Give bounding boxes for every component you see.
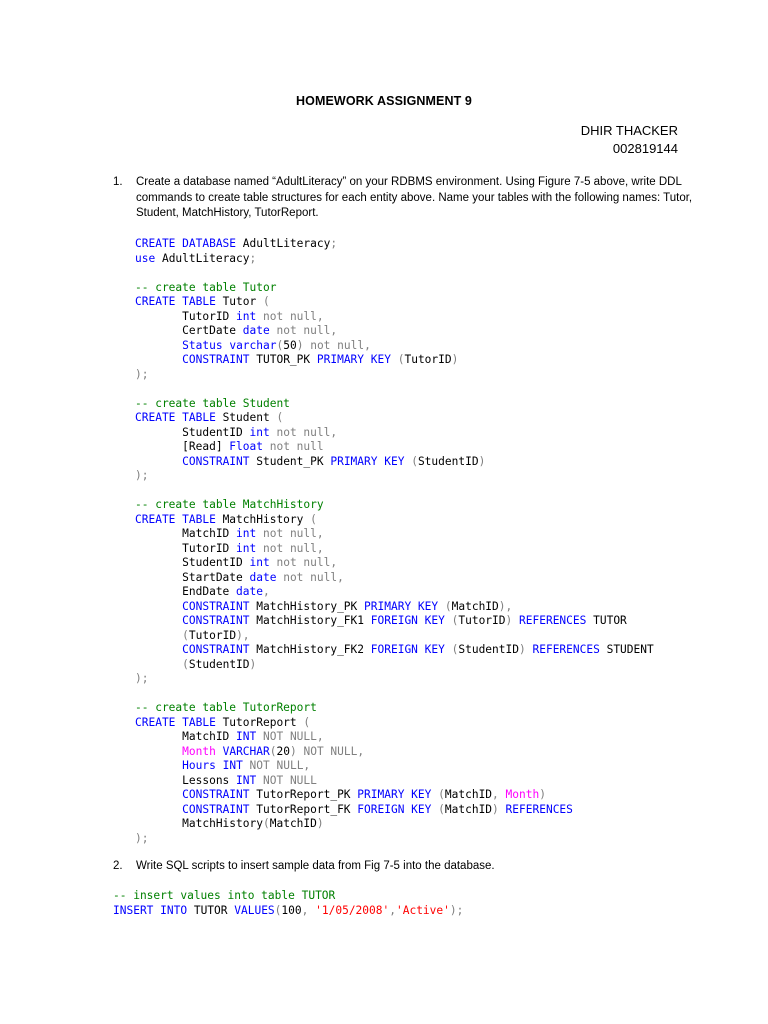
code-token (445, 643, 452, 656)
code-token: , (389, 903, 396, 917)
code-token: ) (316, 817, 324, 830)
code-token: MatchID (444, 788, 493, 801)
code-token: PRIMARY KEY (364, 599, 439, 613)
code-token: Month (505, 788, 540, 801)
code-token: int (236, 527, 257, 540)
code-token: -- insert values into table TUTOR (113, 889, 336, 902)
code-token: '1/05/2008' (315, 903, 390, 917)
code-token: TutorReport (215, 715, 304, 729)
code-token (135, 353, 182, 366)
code-token: REFERENCES (519, 614, 587, 627)
code-token: NOT NULL (256, 773, 317, 787)
code-token: CONSTRAINT (182, 599, 250, 613)
code-token: TutorID (135, 541, 237, 555)
author-id: 002819144 (612, 141, 678, 156)
code-token: CertDate (135, 324, 243, 337)
code-token: StudentID (135, 556, 250, 569)
code-token: CREATE TABLE (135, 295, 216, 308)
code-token: TutorID (188, 628, 237, 642)
code-token: MatchHistory (135, 817, 263, 830)
author-name: DHIR THACKER (580, 123, 678, 138)
code-token: ( (397, 353, 405, 366)
code-line (135, 455, 654, 470)
code-token: ), (236, 628, 250, 642)
code-token: CONSTRAINT (182, 614, 250, 627)
code-token: CREATE TABLE (135, 512, 216, 526)
code-token: ); (135, 831, 149, 845)
code-token: ) (518, 643, 526, 656)
code-line (135, 542, 654, 557)
code-token: Student (215, 411, 277, 424)
code-token: NOT NULL, (242, 759, 311, 772)
code-line (113, 904, 463, 919)
code-token: StudentID (417, 454, 479, 468)
code-token: Lessons (135, 773, 237, 787)
code-line (135, 237, 654, 252)
code-token: FOREIGN KEY (370, 643, 445, 656)
code-token: CONSTRAINT (182, 788, 250, 801)
code-line (135, 324, 654, 339)
code-line (135, 295, 654, 310)
code-token: TutorID (458, 614, 506, 627)
code-token: ( (444, 599, 452, 613)
code-token: MatchID (269, 817, 317, 830)
code-line (135, 759, 654, 774)
code-token: PRIMARY KEY (316, 353, 391, 366)
code-token (135, 339, 182, 352)
code-token: int (236, 541, 257, 555)
code-token (135, 803, 182, 816)
code-token: ); (135, 367, 149, 381)
question-number: 1. (113, 176, 123, 188)
code-token: CREATE TABLE (135, 411, 216, 424)
code-token: ( (262, 295, 270, 308)
code-token (391, 353, 398, 366)
code-token: ( (269, 744, 277, 758)
code-token (216, 745, 223, 758)
code-line (135, 716, 654, 731)
code-token: TutorID (404, 353, 452, 366)
code-line (135, 571, 654, 586)
question-text: Create a database named “AdultLiteracy” on your RDBMS environment. Using Figure 7-5 above, write DDL commands to create table structures for each entity above. Name your tables with the following names: Tutor, Student, MatchHistory, TutorReport. (136, 176, 693, 219)
code-token: ); (135, 469, 149, 482)
code-token: [Read] (135, 440, 230, 453)
code-token: date (249, 570, 277, 584)
insert-code-block (113, 889, 463, 918)
code-line (135, 310, 654, 325)
code-line (135, 585, 654, 600)
code-token (216, 759, 223, 772)
code-line (135, 832, 654, 847)
code-line (135, 281, 654, 296)
code-token: StudentID (458, 643, 519, 656)
code-token: date (236, 585, 263, 598)
code-token: CONSTRAINT (182, 353, 250, 366)
code-token: ) (249, 657, 257, 671)
code-token: PRIMARY KEY (330, 454, 405, 468)
code-token: TutorReport_FK (249, 802, 358, 816)
code-line (135, 803, 654, 818)
code-token: ( (182, 628, 189, 642)
code-line (135, 687, 654, 702)
code-token (499, 803, 506, 816)
code-token: not null, (256, 541, 324, 555)
code-token: , (263, 585, 270, 598)
code-token: -- create table MatchHistory (135, 498, 324, 511)
code-token: TUTOR (187, 903, 235, 917)
code-token (135, 788, 182, 801)
code-token: VALUES (234, 903, 275, 917)
code-line (135, 672, 654, 687)
code-token: ( (411, 454, 418, 468)
code-token: ( (451, 614, 459, 627)
code-line (135, 527, 654, 542)
code-token: NOT NULL, (296, 744, 365, 758)
code-token: 50 (283, 338, 297, 352)
code-token: ( (303, 715, 311, 729)
code-token: ) (478, 454, 486, 468)
code-token: 100 (281, 903, 302, 917)
code-token: MatchID (444, 802, 493, 816)
code-token: PRIMARY KEY (357, 788, 432, 801)
code-token: int (236, 309, 257, 323)
code-token: NOT NULL, (256, 730, 324, 743)
code-token: ) (296, 338, 304, 352)
code-token: INT (222, 759, 243, 772)
code-token (135, 643, 182, 656)
code-token: VARCHAR (222, 744, 270, 758)
code-token: REFERENCES (505, 802, 573, 816)
code-token: EndDate (135, 585, 237, 598)
code-line (135, 643, 654, 658)
code-token: ) (539, 788, 546, 801)
code-token: -- create table Tutor (135, 280, 277, 294)
code-token: StudentID (135, 425, 250, 439)
code-token: not null, (303, 338, 371, 352)
code-token: varchar (229, 338, 277, 352)
code-token: ); (135, 672, 149, 685)
code-token: not null, (269, 425, 338, 439)
code-token (135, 759, 182, 772)
code-token: ) (505, 614, 513, 627)
code-token: date (242, 324, 270, 337)
code-token (135, 614, 182, 627)
code-token: Float (229, 440, 263, 453)
code-token: not null, (256, 527, 324, 540)
code-token: int (249, 425, 270, 439)
code-token: FOREIGN KEY (357, 802, 432, 816)
code-token: CREATE DATABASE (135, 237, 237, 250)
code-token: CREATE TABLE (135, 715, 216, 729)
code-token: StartDate (135, 570, 250, 584)
code-token: TUTOR (586, 614, 627, 627)
code-token: int (249, 556, 270, 569)
code-line (135, 469, 654, 484)
code-token: MatchHistory_FK1 (249, 614, 371, 627)
code-token: , (301, 903, 309, 917)
code-line (135, 658, 654, 673)
code-line (135, 252, 654, 267)
code-token (135, 629, 182, 642)
code-line (135, 614, 654, 629)
code-token: TutorReport_PK (249, 788, 358, 801)
code-token: CONSTRAINT (182, 643, 250, 656)
code-token (512, 614, 519, 627)
code-line (135, 513, 654, 528)
code-line (135, 701, 654, 716)
code-line (135, 788, 654, 803)
code-token: Hours (182, 759, 216, 772)
code-token (499, 788, 506, 801)
code-token: ; (330, 237, 338, 250)
code-token: ( (182, 657, 189, 671)
question-text: Write SQL scripts to insert sample data from Fig 7-5 into the database. (136, 860, 495, 872)
code-token: CONSTRAINT (182, 454, 250, 468)
code-token: use (135, 251, 156, 265)
code-token: ( (310, 512, 317, 526)
code-token: -- create table TutorReport (135, 701, 317, 714)
code-line (135, 426, 654, 441)
code-token: , (492, 788, 499, 801)
code-token: MatchID (451, 599, 499, 613)
code-line (135, 484, 654, 499)
code-token: INT (236, 773, 257, 787)
code-token: TUTOR_PK (249, 353, 317, 366)
code-token: MatchID (135, 527, 237, 540)
code-line (135, 817, 654, 832)
code-token: Month (182, 744, 216, 758)
code-token: REFERENCES (532, 643, 600, 656)
code-token: INSERT INTO (113, 903, 188, 917)
code-token: Status (182, 338, 223, 352)
code-token: 20 (276, 744, 290, 758)
code-token (445, 614, 452, 627)
code-token (135, 600, 182, 613)
code-token: Tutor (215, 295, 263, 308)
code-token: ( (274, 903, 282, 917)
code-token: ( (262, 817, 270, 830)
code-line (135, 339, 654, 354)
code-line (135, 368, 654, 383)
code-token: MatchHistory (215, 512, 311, 526)
code-token: MatchHistory_PK (249, 599, 365, 613)
code-line (135, 382, 654, 397)
code-token: not null, (269, 556, 338, 569)
code-line (135, 411, 654, 426)
code-token (135, 745, 182, 758)
code-line (135, 397, 654, 412)
code-token: 'Active' (395, 903, 450, 917)
code-token: ( (438, 788, 445, 801)
code-line (135, 498, 654, 513)
code-line (135, 600, 654, 615)
code-token: not null, (269, 324, 338, 337)
code-line (135, 556, 654, 571)
code-token: FOREIGN KEY (370, 614, 445, 627)
code-token: MatchID (135, 730, 237, 743)
code-token: ( (276, 338, 284, 352)
code-line (135, 353, 654, 368)
code-token: ), (498, 599, 513, 613)
code-token: CONSTRAINT (182, 802, 250, 816)
code-token: not null, (256, 309, 324, 323)
code-token: ) (289, 744, 297, 758)
code-line (135, 745, 654, 760)
code-token (135, 455, 182, 468)
code-line (135, 440, 654, 455)
code-token: STUDENT (599, 643, 654, 656)
code-line (135, 774, 654, 789)
code-token: ( (276, 411, 284, 424)
code-line (113, 889, 463, 904)
code-token: StudentID (188, 657, 250, 671)
code-token: not null (262, 440, 324, 453)
code-line (135, 266, 654, 281)
question-number: 2. (113, 860, 123, 872)
code-token: AdultLiteracy (236, 237, 331, 250)
code-token: MatchHistory_FK2 (249, 643, 371, 656)
ddl-code-block (135, 237, 654, 846)
document-title: HOMEWORK ASSIGNMENT 9 (296, 94, 472, 108)
code-token: not null, (276, 570, 344, 584)
code-token: ) (451, 353, 459, 366)
code-token: ); (449, 903, 464, 917)
code-token: INT (236, 730, 257, 743)
code-token: TutorID (135, 309, 237, 323)
code-token: Student_PK (249, 454, 331, 468)
code-token: ( (451, 643, 459, 656)
code-line (135, 629, 654, 644)
code-line (135, 730, 654, 745)
code-token: ( (438, 802, 445, 816)
code-token (135, 658, 182, 671)
code-token: ; (249, 251, 257, 265)
code-token: AdultLiteracy (155, 251, 250, 265)
code-token (438, 600, 445, 613)
code-token: -- create table Student (135, 396, 290, 410)
code-token: ) (492, 802, 499, 816)
